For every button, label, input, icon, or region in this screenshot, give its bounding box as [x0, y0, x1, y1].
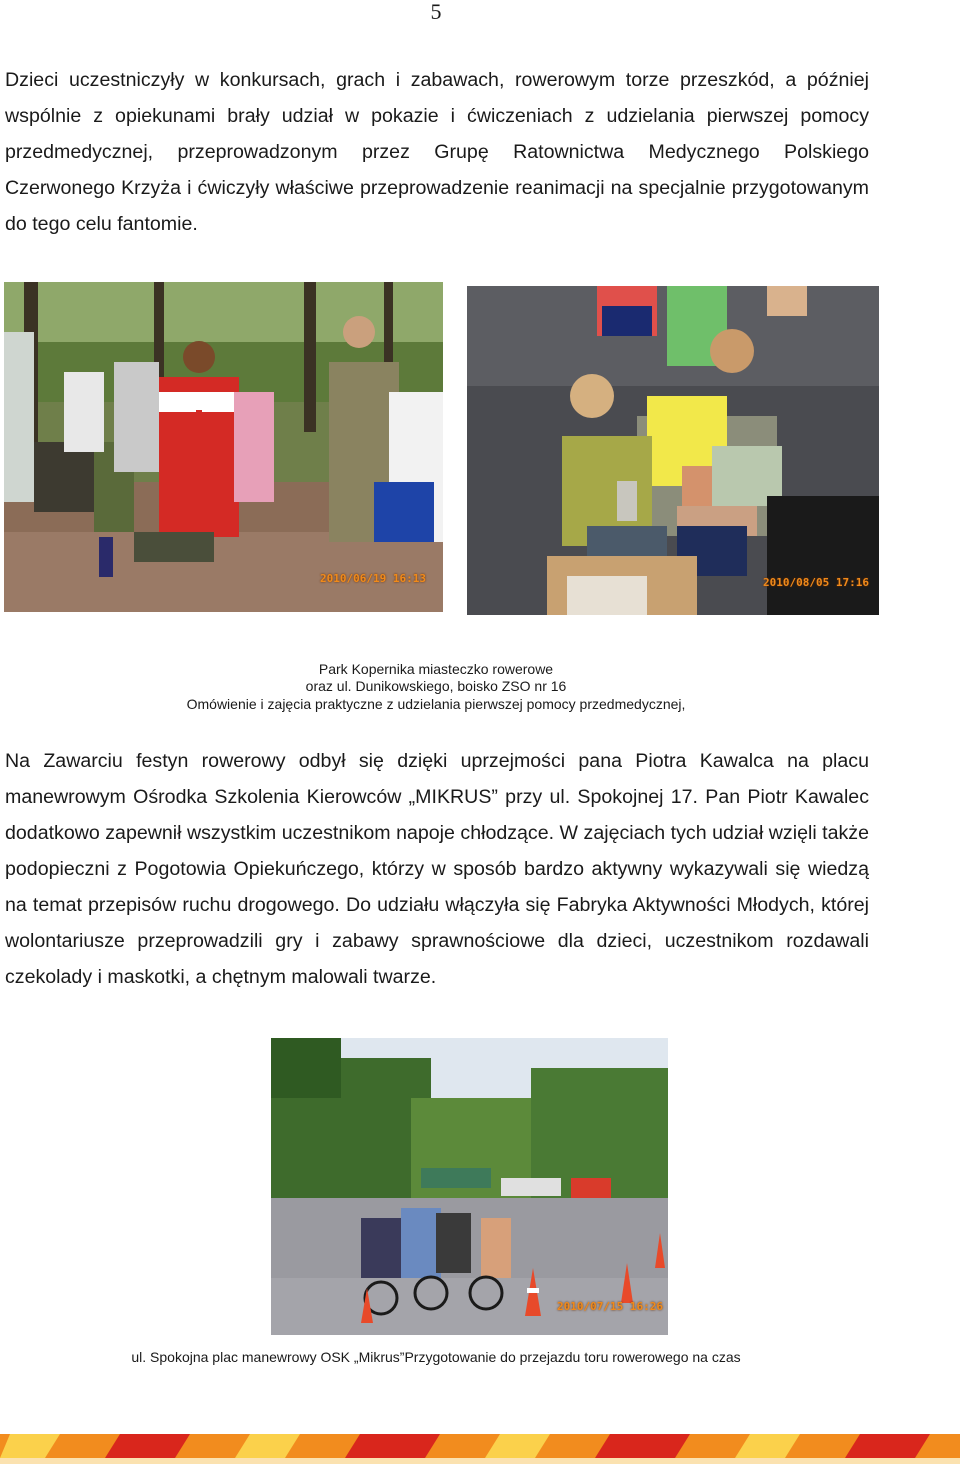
- photo-park-first-aid: [4, 282, 443, 612]
- photo-date-stamp: 2010/07/15 16:26: [557, 1300, 663, 1313]
- page-number: 5: [430, 0, 442, 24]
- photo-bike-course: [271, 1038, 668, 1335]
- caption-line: oraz ul. Dunikowskiego, boisko ZSO nr 16: [305, 678, 567, 694]
- paragraph-first-aid: Dzieci uczestniczyły w konkursach, grach i zabawach, rowerowym torze przeszkód, a później wspólnie z opiekunami brały udział w pokazie i ćwiczeniach z udzielania pierwszej pomocy przedmedycznej, przeprowadzonym przez Grupę Ratownictwa Medycznego Polskiego Czerwonego Krzyża i ćwiczyły właściwe przeprowadzenie reanimacji na specjalnie przygotowanym do tego celu fantomie.: [5, 69, 869, 235]
- photo-date-stamp: 2010/06/19 16:13: [320, 572, 426, 585]
- caption-bike-course: ul. Spokojna plac manewrowy OSK „Mikrus”Przygotowanie do przejazdu toru rowerowego na czas: [131, 1349, 741, 1365]
- photo-date-stamp: 2010/08/05 17:16: [763, 576, 869, 589]
- caption-line: Omówienie i zajęcia praktyczne z udzielania pierwszej pomocy przedmedycznej,: [186, 696, 686, 712]
- caption-line: Park Kopernika miasteczko rowerowe: [318, 661, 554, 677]
- footer-decorative-band: [0, 1428, 960, 1464]
- photo-cpr-practice: [467, 286, 879, 615]
- paragraph-bike-festival: Na Zawarciu festyn rowerowy odbył się dzięki uprzejmości pana Piotra Kawalca na placu manewrowym Ośrodka Szkolenia Kierowców „MIKRUS” przy ul. Spokojnej 17. Pan Piotr Kawalec dodatkowo zapewnił wszystkim uczestnikom napoje chłodzące. W zajęciach tych udział wzięli także podopieczni z Pogotowia Opiekuńczego, którzy w sposób bardzo aktywny wykazywali się wiedzą na temat przepisów ruchu drogowego. Do udziału włączyła się Fabryka Aktywności Młodych, której wolontariusze przeprowadzili gry i zabawy sprawnościowe dla dzieci, uczestnikom rozdawali czekolady i maskotki, a chętnym malowali twarze.: [5, 750, 869, 988]
